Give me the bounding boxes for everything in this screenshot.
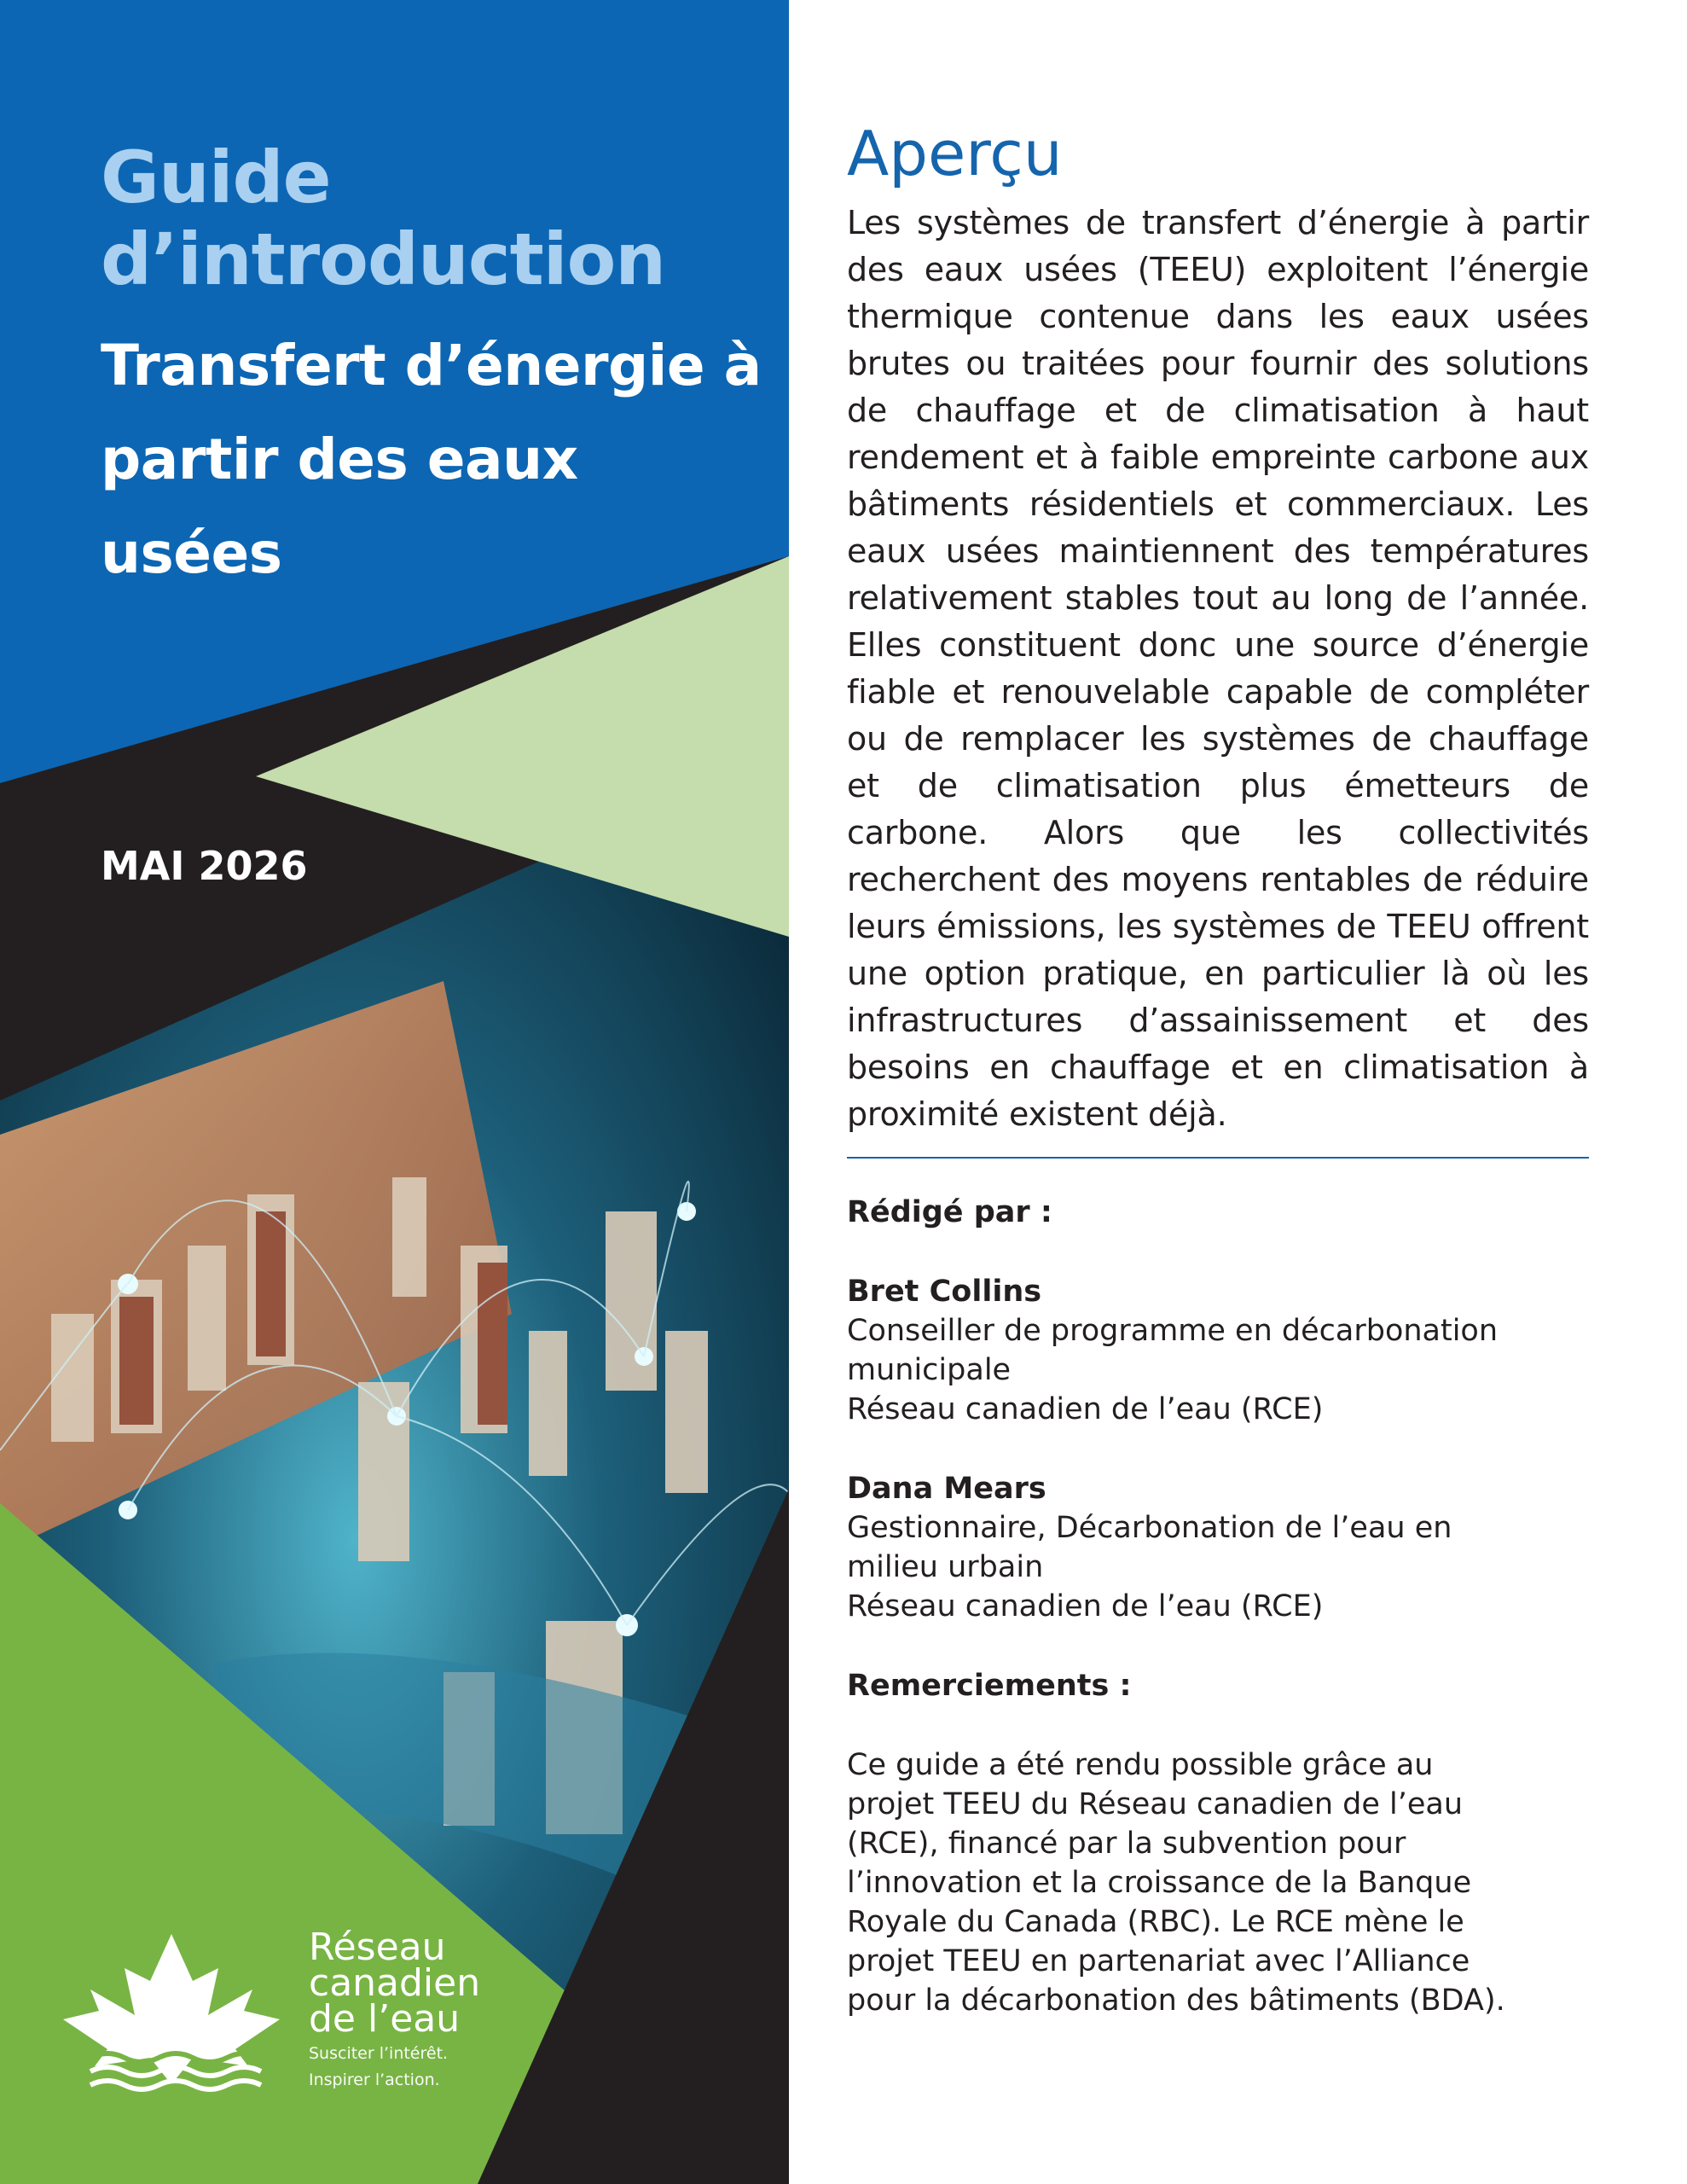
acknowledgements-line: Royale du Canada (RBC). Le RCE mène le [847,1905,1464,1939]
acknowledgements-text [847,1745,1589,2020]
logo-name-line3: de l’eau [309,1997,461,2041]
maple-leaf-icon [56,1930,287,2092]
author-organization: Réseau canadien de l’eau (RCE) [847,1392,1324,1426]
acknowledgements-line: l’innovation et la croissance de la Banque [847,1866,1472,1900]
organization-logo [56,1926,500,2092]
author-name: Bret Collins [847,1275,1042,1309]
logo-name-line1: Réseau [309,1926,446,1969]
logo-tagline-line2: Inspirer l’action. [309,2071,440,2089]
acknowledgements-label: Remerciements : [847,1669,1132,1703]
publication-date: MAI 2026 [101,843,308,889]
overview-paragraph: Les systèmes de transfert d’énergie à partir des eaux usées (TEEU) exploitent l’énergie thermique contenue dans les eaux usées brutes ou traitées pour fournir des solutions de chauffage et de climatisation à haut rendement et à faible empreinte carbone aux bâtiments résidentiels et commerciaux. Les eaux usées maintiennent des températures relativement stables tout au long de l’année. Elles constituent donc une source d’énergie fiable et renouvelable capable de compléter ou de remplacer les systèmes de chauffage et de climatisation plus émetteurs de carbone. Alors que les collectivités recherchent des moyens rentables de réduire leurs émissions, les systèmes de TEEU offrent une option pratique, en particulier là où les infrastructures d’assainissement et des besoins en chauffage et en climatisation à proximité existent déjà. [847,204,1589,1133]
logo-text [309,1926,481,2090]
author-name: Dana Mears [847,1472,1046,1506]
author-block [847,1272,1589,1429]
cover-panel [0,0,789,2184]
acknowledgements-line: (RCE), financé par la subvention pour [847,1827,1406,1861]
acknowledgements-line: projet TEEU du Réseau canadien de l’eau [847,1787,1464,1821]
logo-name-line2: canadien [309,1961,481,2005]
overview-heading: Aperçu [847,118,1063,189]
cover-title-block [101,136,766,601]
acknowledgements-line: projet TEEU en partenariat avec l’Alliance [847,1944,1470,1978]
acknowledgements-line: pour la décarbonation des bâtiments (BDA). [847,1984,1505,2018]
cover-subtitle: Transfert d’énergie à partir des eaux usées [101,333,762,586]
content-column [847,118,1589,2020]
acknowledgements-line: Ce guide a été rendu possible grâce au [847,1748,1434,1782]
author-role: municipale [847,1353,1012,1387]
author-block [847,1469,1589,1626]
guide-title: Guide d’introduction [101,136,666,301]
credits-section [847,1193,1589,2020]
written-by-label: Rédigé par : [847,1195,1052,1229]
author-role: Gestionnaire, Décarbonation de l’eau en [847,1511,1452,1545]
author-role: milieu urbain [847,1550,1044,1584]
logo-tagline-line1: Susciter l’intérêt. [309,2044,449,2063]
author-organization: Réseau canadien de l’eau (RCE) [847,1589,1324,1623]
author-role: Conseiller de programme en décarbonation [847,1314,1499,1348]
section-divider [847,1157,1589,1159]
